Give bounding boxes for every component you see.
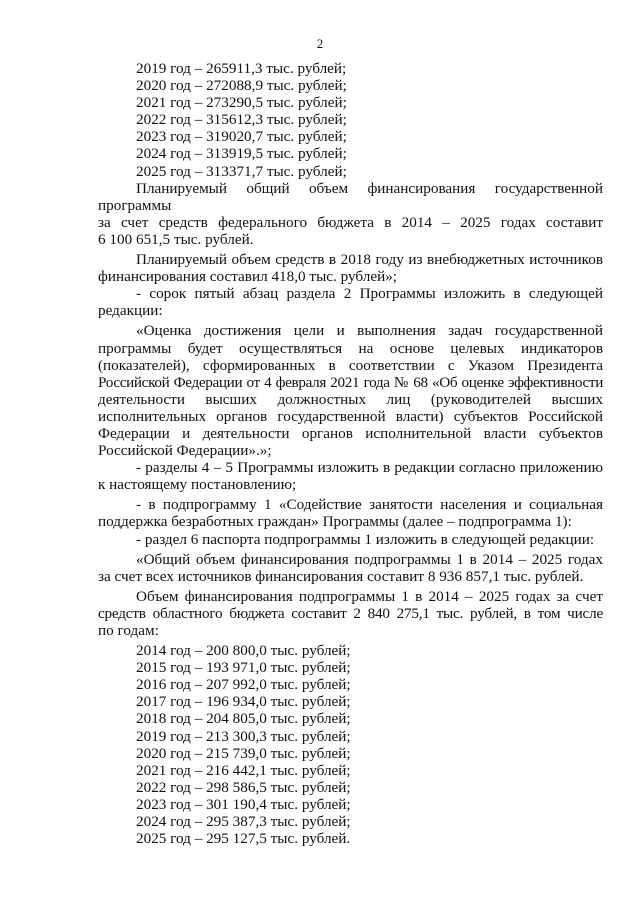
paragraph-line: Планируемый объем средств в 2018 году из внебюджетных источников: [136, 251, 603, 269]
funding-line: 2022 год – 298 586,5 тыс. рублей;: [136, 778, 351, 796]
paragraph-line: к настоящему постановлению;: [98, 476, 297, 494]
paragraph-line: - разделы 4 – 5 Программы изложить в редакции согласно приложению: [136, 459, 603, 477]
funding-line: 2018 год – 204 805,0 тыс. рублей;: [136, 710, 351, 728]
funding-line: 2024 год – 295 387,3 тыс. рублей;: [136, 813, 351, 831]
funding-line: 2019 год – 213 300,3 тыс. рублей;: [136, 727, 351, 745]
funding-line: 2015 год – 193 971,0 тыс. рублей;: [136, 659, 351, 677]
paragraph-line: Объем финансирования подпрограммы 1 в 2014 – 2025 годах за счет: [136, 587, 603, 605]
funding-line: 2025 год – 295 127,5 тыс. рублей.: [136, 830, 351, 848]
paragraph-line: Планируемый общий объем финансирования государственной программы: [98, 179, 603, 214]
paragraph-line: - в подпрограмму 1 «Содействие занятости населения и социальная: [136, 496, 603, 514]
paragraph-line: Федерации и деятельности органов исполнительной власти субъектов: [98, 424, 603, 442]
paragraph-line: за счет всех источников финансирования составит 8 936 857,1 тыс. рублей.: [98, 567, 584, 585]
paragraph-line: средств областного бюджета составит 2 840 275,1 тыс. рублей, в том числе: [98, 604, 603, 622]
paragraph-line: - раздел 6 паспорта подпрограммы 1 изложить в следующей редакции:: [136, 530, 595, 548]
document-body: [98, 60, 603, 847]
page-number: 2: [316, 36, 324, 51]
paragraph-line: редакции:: [98, 302, 163, 320]
funding-line: 2023 год – 301 190,4 тыс. рублей;: [136, 795, 351, 813]
paragraph-line: за счет средств федерального бюджета в 2014 – 2025 годах составит: [98, 213, 603, 231]
funding-line: 2020 год – 272088,9 тыс. рублей;: [136, 77, 347, 95]
paragraph-federal-budget: [98, 180, 603, 248]
paragraph-line: «Общий объем финансирования подпрограммы 1 в 2014 – 2025 годах: [136, 550, 603, 568]
funding-line: 2024 год – 313919,5 тыс. рублей;: [136, 145, 347, 163]
paragraph-line: Российской Федерации».»;: [98, 442, 272, 460]
paragraph-line: 6 100 651,5 тыс. рублей.: [98, 230, 254, 248]
funding-line: 2017 год – 196 934,0 тыс. рублей;: [136, 693, 351, 711]
funding-line: 2023 год – 319020,7 тыс. рублей;: [136, 128, 347, 146]
paragraph-section-2-amendment: [98, 285, 603, 319]
funding-line: 2021 год – 216 442,1 тыс. рублей;: [136, 761, 351, 779]
funding-line: 2021 год – 273290,5 тыс. рублей;: [136, 94, 347, 112]
funding-line: 2020 год – 215 739,0 тыс. рублей;: [136, 744, 351, 762]
funding-list-2014-2025: [98, 642, 603, 847]
paragraph-line: - сорок пятый абзац раздела 2 Программы изложить в следующей: [136, 285, 603, 303]
paragraph-line: Российской Федерации от 4 февраля 2021 года № 68 «Об оценке эффективности: [98, 373, 603, 391]
paragraph-line: финансирования составил 418,0 тыс. рублей»;: [98, 268, 398, 286]
paragraph-line: программы будет осуществляться на основе целевых индикаторов: [98, 339, 603, 357]
paragraph-line: деятельности высших должностных лиц (руководителей высших: [98, 390, 603, 408]
paragraph-line: по годам:: [98, 622, 159, 639]
paragraph-evaluation-quote: [98, 322, 603, 459]
paragraph-extrabudgetary: [98, 251, 603, 285]
paragraph-total-volume: [98, 551, 603, 585]
paragraph-sections-4-5: [98, 459, 603, 493]
paragraph-line: поддержка безработных граждан» Программы (далее – подпрограмма 1):: [98, 513, 572, 531]
funding-list-2019-2025: [98, 60, 603, 180]
funding-line: 2014 год – 200 800,0 тыс. рублей;: [136, 642, 351, 660]
paragraph-line: исполнительных органов государственной власти) субъектов Российской: [98, 407, 603, 425]
paragraph-line: «Оценка достижения цели и выполнения задач государственной: [136, 322, 603, 340]
funding-line: 2016 год – 207 992,0 тыс. рублей;: [136, 676, 351, 694]
funding-line: 2025 год – 313371,7 тыс. рублей;: [136, 162, 347, 180]
paragraph-section-6: [98, 531, 603, 548]
paragraph-regional-budget: [98, 588, 603, 639]
paragraph-line: (показателей), сформированных в соответствии с Указом Президента: [98, 356, 603, 374]
funding-line: 2022 год – 315612,3 тыс. рублей;: [136, 111, 347, 129]
funding-line: 2019 год – 265911,3 тыс. рублей;: [136, 60, 347, 77]
paragraph-subprogram-1: [98, 496, 603, 530]
